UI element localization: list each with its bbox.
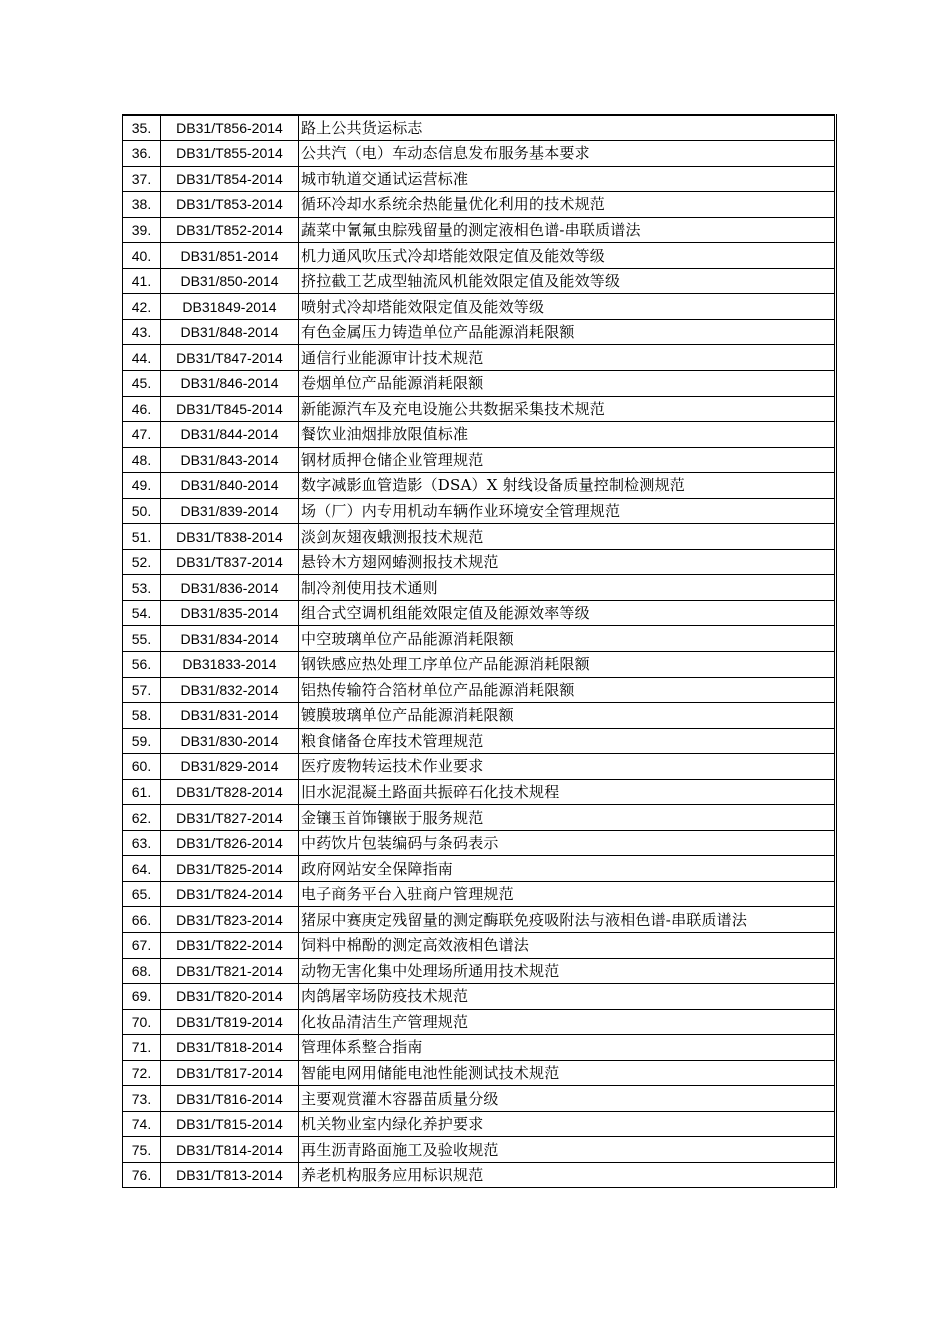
standard-name: 通信行业能源审计技术规范	[299, 345, 836, 371]
table-row	[123, 1060, 836, 1086]
row-number: 44.	[123, 345, 161, 371]
table-row	[123, 498, 836, 524]
standard-code: DB31/839-2014	[161, 498, 299, 524]
table-row	[123, 1086, 836, 1112]
standard-name: 餐饮业油烟排放限值标准	[299, 422, 836, 448]
standard-code: DB31/834-2014	[161, 626, 299, 652]
row-number: 66.	[123, 907, 161, 933]
standard-code: DB31/851-2014	[161, 243, 299, 269]
row-number: 61.	[123, 779, 161, 805]
standard-code: DB31/840-2014	[161, 473, 299, 499]
row-number: 75.	[123, 1137, 161, 1163]
standard-name: 中空玻璃单位产品能源消耗限额	[299, 626, 836, 652]
table-row	[123, 319, 836, 345]
row-number: 43.	[123, 319, 161, 345]
table-row	[123, 524, 836, 550]
row-number: 57.	[123, 677, 161, 703]
standard-name: 新能源汽车及充电设施公共数据采集技术规范	[299, 396, 836, 422]
table-row	[123, 217, 836, 243]
standard-name: 饲料中棉酚的测定高效液相色谱法	[299, 933, 836, 959]
row-number: 39.	[123, 217, 161, 243]
row-number: 76.	[123, 1162, 161, 1188]
standard-code: DB31/T819-2014	[161, 1009, 299, 1035]
standard-name: 铝热传输符合箔材单位产品能源消耗限额	[299, 677, 836, 703]
row-number: 56.	[123, 651, 161, 677]
standard-code: DB31/830-2014	[161, 728, 299, 754]
standard-name: 动物无害化集中处理场所通用技术规范	[299, 958, 836, 984]
table-row	[123, 1137, 836, 1163]
standard-name: 组合式空调机组能效限定值及能源效率等级	[299, 600, 836, 626]
table-row	[123, 626, 836, 652]
standard-code: DB31/T816-2014	[161, 1086, 299, 1112]
table-row	[123, 192, 836, 218]
standard-name: 主要观赏灌木容器苗质量分级	[299, 1086, 836, 1112]
table-row	[123, 294, 836, 320]
table-row	[123, 268, 836, 294]
standard-code: DB31/832-2014	[161, 677, 299, 703]
row-number: 38.	[123, 192, 161, 218]
standard-name: 钢铁感应热处理工序单位产品能源消耗限额	[299, 651, 836, 677]
standard-name: 电子商务平台入驻商户管理规范	[299, 881, 836, 907]
row-number: 35.	[123, 115, 161, 141]
table-row	[123, 370, 836, 396]
standard-name: 再生沥青路面施工及验收规范	[299, 1137, 836, 1163]
standard-name: 城市轨道交通试运营标准	[299, 166, 836, 192]
standard-name: 中药饮片包装编码与条码表示	[299, 830, 836, 856]
standard-name: 场（厂）内专用机动车辆作业环境安全管理规范	[299, 498, 836, 524]
standard-code: DB31/831-2014	[161, 703, 299, 729]
standard-code: DB31/T814-2014	[161, 1137, 299, 1163]
table-row	[123, 984, 836, 1010]
standard-code: DB31/T826-2014	[161, 830, 299, 856]
standard-name: 镀膜玻璃单位产品能源消耗限额	[299, 703, 836, 729]
table-row	[123, 600, 836, 626]
standard-code: DB31833-2014	[161, 651, 299, 677]
table-row	[123, 1111, 836, 1137]
standard-name: 钢材质押仓储企业管理规范	[299, 447, 836, 473]
standard-code: DB31849-2014	[161, 294, 299, 320]
standard-name: 路上公共货运标志	[299, 115, 836, 141]
row-number: 63.	[123, 830, 161, 856]
table-row	[123, 473, 836, 499]
table-row	[123, 447, 836, 473]
standard-code: DB31/835-2014	[161, 600, 299, 626]
row-number: 69.	[123, 984, 161, 1010]
table-row	[123, 575, 836, 601]
row-number: 42.	[123, 294, 161, 320]
table-row	[123, 422, 836, 448]
row-number: 49.	[123, 473, 161, 499]
standard-name: 挤拉截工艺成型轴流风机能效限定值及能效等级	[299, 268, 836, 294]
standard-code: DB31/T815-2014	[161, 1111, 299, 1137]
row-number: 50.	[123, 498, 161, 524]
standard-code: DB31/T817-2014	[161, 1060, 299, 1086]
standard-name: 粮食储备仓库技术管理规范	[299, 728, 836, 754]
standard-code: DB31/829-2014	[161, 754, 299, 780]
table-row	[123, 115, 836, 141]
row-number: 58.	[123, 703, 161, 729]
standard-code: DB31/T854-2014	[161, 166, 299, 192]
standard-code: DB31/T845-2014	[161, 396, 299, 422]
table-row	[123, 166, 836, 192]
standard-code: DB31/T847-2014	[161, 345, 299, 371]
standards-table	[122, 114, 837, 1188]
standard-code: DB31/T825-2014	[161, 856, 299, 882]
standard-name: 养老机构服务应用标识规范	[299, 1162, 836, 1188]
standard-name: 数字减影血管造影（DSA）X 射线设备质量控制检测规范	[299, 473, 836, 499]
standard-code: DB31/T838-2014	[161, 524, 299, 550]
row-number: 65.	[123, 881, 161, 907]
standard-name: 悬铃木方翅网蝽测报技术规范	[299, 549, 836, 575]
row-number: 46.	[123, 396, 161, 422]
table-row	[123, 728, 836, 754]
standard-code: DB31/T827-2014	[161, 805, 299, 831]
table-row	[123, 141, 836, 167]
standard-name: 机力通风吹压式冷却塔能效限定值及能效等级	[299, 243, 836, 269]
standard-name: 公共汽（电）车动态信息发布服务基本要求	[299, 141, 836, 167]
row-number: 47.	[123, 422, 161, 448]
standard-code: DB31/T824-2014	[161, 881, 299, 907]
standard-code: DB31/844-2014	[161, 422, 299, 448]
standard-name: 喷射式冷却塔能效限定值及能效等级	[299, 294, 836, 320]
row-number: 37.	[123, 166, 161, 192]
table-row	[123, 651, 836, 677]
standard-name: 金镶玉首饰镶嵌于服务规范	[299, 805, 836, 831]
standard-code: DB31/T855-2014	[161, 141, 299, 167]
standard-name: 卷烟单位产品能源消耗限额	[299, 370, 836, 396]
row-number: 67.	[123, 933, 161, 959]
standard-code: DB31/T852-2014	[161, 217, 299, 243]
row-number: 70.	[123, 1009, 161, 1035]
table-row	[123, 243, 836, 269]
row-number: 71.	[123, 1035, 161, 1061]
row-number: 54.	[123, 600, 161, 626]
table-row	[123, 345, 836, 371]
standard-code: DB31/846-2014	[161, 370, 299, 396]
standard-name: 有色金属压力铸造单位产品能源消耗限额	[299, 319, 836, 345]
standard-name: 化妆品清洁生产管理规范	[299, 1009, 836, 1035]
row-number: 41.	[123, 268, 161, 294]
standard-code: DB31/T821-2014	[161, 958, 299, 984]
standard-code: DB31/850-2014	[161, 268, 299, 294]
standard-code: DB31/T813-2014	[161, 1162, 299, 1188]
standard-code: DB31/848-2014	[161, 319, 299, 345]
standard-code: DB31/T820-2014	[161, 984, 299, 1010]
standard-code: DB31/T856-2014	[161, 115, 299, 141]
table-row	[123, 754, 836, 780]
row-number: 62.	[123, 805, 161, 831]
standard-code: DB31/836-2014	[161, 575, 299, 601]
standard-name: 循环冷却水系统余热能量优化利用的技术规范	[299, 192, 836, 218]
row-number: 68.	[123, 958, 161, 984]
standard-name: 旧水泥混凝土路面共振碎石化技术规程	[299, 779, 836, 805]
row-number: 51.	[123, 524, 161, 550]
standard-name: 肉鸽屠宰场防疫技术规范	[299, 984, 836, 1010]
table-row	[123, 933, 836, 959]
table-row	[123, 856, 836, 882]
table-row	[123, 830, 836, 856]
standard-code: DB31/T823-2014	[161, 907, 299, 933]
row-number: 72.	[123, 1060, 161, 1086]
standard-name: 智能电网用储能电池性能测试技术规范	[299, 1060, 836, 1086]
standard-code: DB31/843-2014	[161, 447, 299, 473]
row-number: 36.	[123, 141, 161, 167]
table-row	[123, 677, 836, 703]
table-row	[123, 805, 836, 831]
standard-code: DB31/T822-2014	[161, 933, 299, 959]
table-row	[123, 549, 836, 575]
standard-code: DB31/T853-2014	[161, 192, 299, 218]
standard-name: 医疗废物转运技术作业要求	[299, 754, 836, 780]
standard-code: DB31/T828-2014	[161, 779, 299, 805]
row-number: 59.	[123, 728, 161, 754]
table-row	[123, 881, 836, 907]
standard-name: 制冷剂使用技术通则	[299, 575, 836, 601]
row-number: 53.	[123, 575, 161, 601]
table-row	[123, 1009, 836, 1035]
row-number: 52.	[123, 549, 161, 575]
table-row	[123, 1035, 836, 1061]
row-number: 60.	[123, 754, 161, 780]
standard-code: DB31/T818-2014	[161, 1035, 299, 1061]
row-number: 74.	[123, 1111, 161, 1137]
table-row	[123, 958, 836, 984]
standard-name: 机关物业室内绿化养护要求	[299, 1111, 836, 1137]
standards-table-body	[123, 115, 836, 1188]
table-row	[123, 396, 836, 422]
table-row	[123, 1162, 836, 1188]
standard-name: 蔬菜中氰氟虫腙残留量的测定液相色谱-串联质谱法	[299, 217, 836, 243]
standard-name: 政府网站安全保障指南	[299, 856, 836, 882]
row-number: 48.	[123, 447, 161, 473]
row-number: 64.	[123, 856, 161, 882]
standard-name: 猪尿中赛庚定残留量的测定酶联免疫吸附法与液相色谱-串联质谱法	[299, 907, 836, 933]
row-number: 73.	[123, 1086, 161, 1112]
table-row	[123, 779, 836, 805]
row-number: 40.	[123, 243, 161, 269]
standard-name: 管理体系整合指南	[299, 1035, 836, 1061]
row-number: 55.	[123, 626, 161, 652]
row-number: 45.	[123, 370, 161, 396]
table-row	[123, 907, 836, 933]
standard-name: 淡剑灰翅夜蛾测报技术规范	[299, 524, 836, 550]
table-row	[123, 703, 836, 729]
standard-code: DB31/T837-2014	[161, 549, 299, 575]
